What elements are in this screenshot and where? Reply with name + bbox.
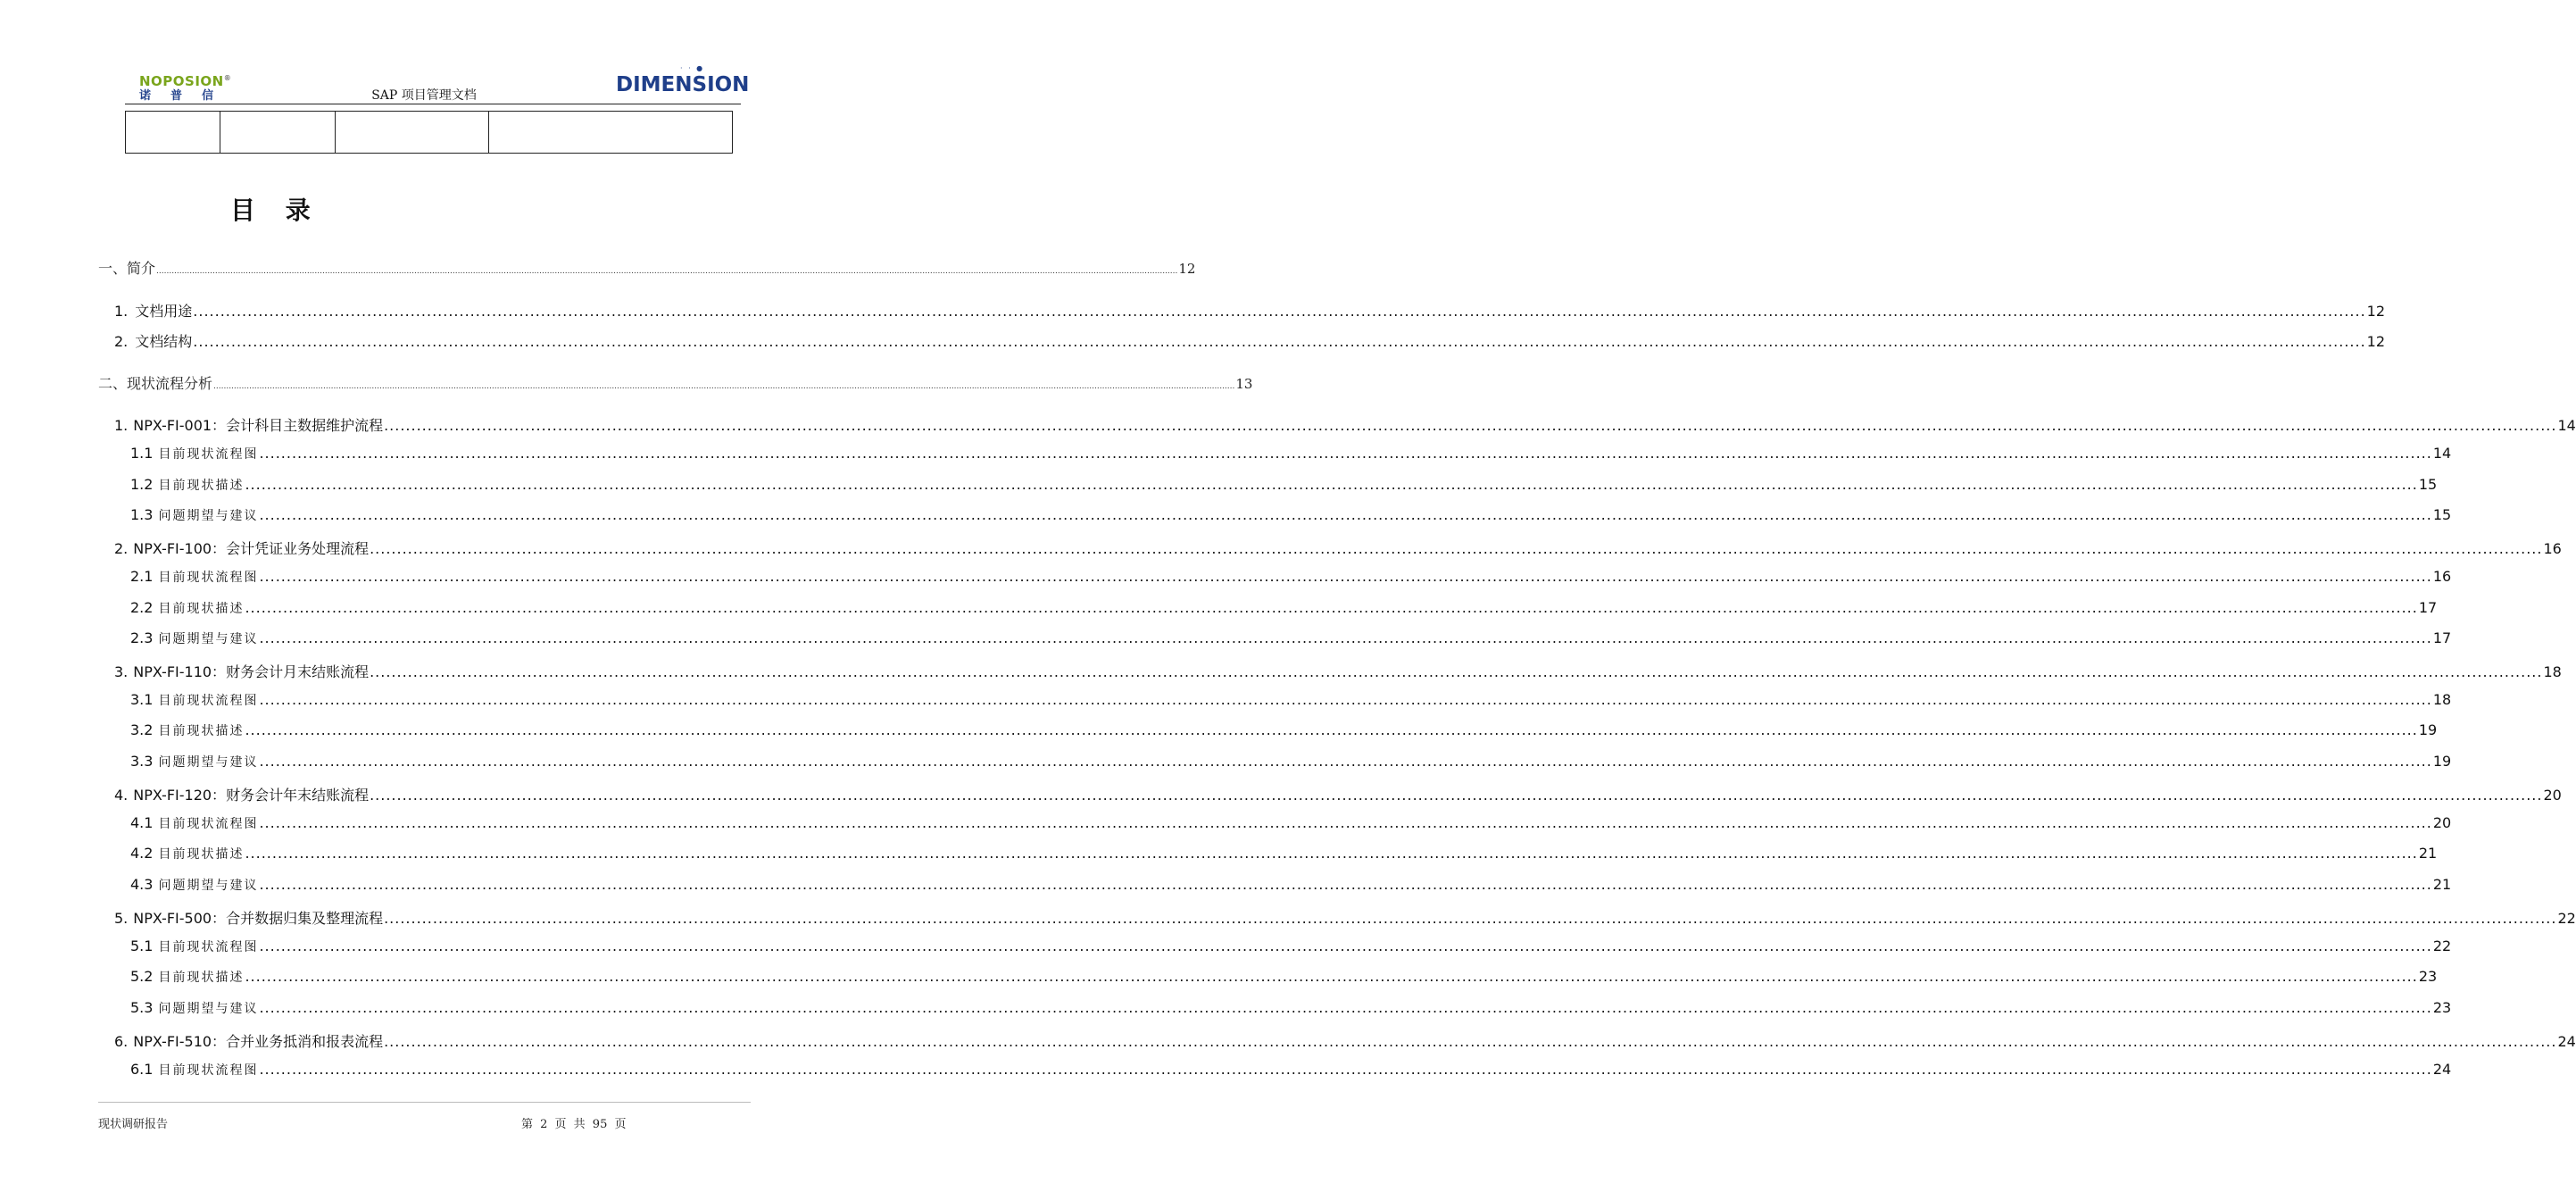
toc-entry-number: 2.1 [130, 568, 154, 585]
toc-entry-page-number: 14 [2432, 445, 2452, 462]
toc-leader-dots: ................................................................................................................................................................................................................................................................................................................................................................................................................ [259, 568, 2432, 585]
toc-entry-level-2[interactable] [114, 784, 2562, 804]
toc-entry-level-3[interactable] [130, 814, 2452, 832]
dimension-logo-wordmark: DIMENSION [616, 73, 750, 96]
toc-entry-number: 1.2 [130, 476, 154, 493]
toc-leader-dots: ................................................................................................................................................................................................................................................................................................................................................................................................................ [384, 1033, 2557, 1050]
toc-entry-page-number: 20 [2432, 814, 2452, 831]
toc-entry-level-1[interactable] [98, 372, 1253, 393]
toc-entry-level-2[interactable] [114, 907, 2576, 928]
toc-entry-title: 问题期望与建议 [158, 1002, 259, 1016]
toc-entry-page-number: 17 [2418, 599, 2438, 616]
toc-entry-level-3[interactable] [130, 691, 2452, 709]
toc-entry-level-3[interactable] [130, 629, 2452, 647]
toc-entry-page-number: 16 [2543, 540, 2562, 557]
toc-leader-dots: ................................................................................................................................................................................................................................................................................................................................................................................................................ [245, 968, 2418, 985]
toc-entry-page-number: 18 [2543, 663, 2562, 680]
toc-entry-title: 问题期望与建议 [158, 632, 259, 646]
toc-entry-process-code: NPX-FI-120： [133, 787, 227, 804]
toc-entry-title: 合并数据归集及整理流程 [226, 910, 384, 927]
toc-entry-number: 2.2 [130, 599, 154, 616]
toc-entry-title: 会计凭证业务处理流程 [226, 540, 370, 557]
toc-leader-dots: ................................................................................................................................................................................................................................................................................................................................................................................................................ [370, 540, 2543, 557]
noposion-logo-cn: 诺普信 [139, 89, 234, 103]
toc-entry-number: 3. [114, 663, 129, 680]
header-table-cell [489, 112, 733, 154]
toc-leader-dots: ................................................................................................................................................................................................................................................................................................................................................................................................................ [156, 267, 1178, 276]
toc-leader-dots: ................................................................................................................................................................................................................................................................................................................................................................................................................ [259, 999, 2432, 1016]
toc-entry-title: 现状流程分析 [127, 375, 213, 392]
toc-entry-process-code: NPX-FI-100： [133, 540, 227, 557]
toc-entry-page-number: 24 [2432, 1061, 2452, 1078]
toc-leader-dots: ................................................................................................................................................................................................................................................................................................................................................................................................................ [259, 753, 2432, 770]
toc-leader-dots: ................................................................................................................................................................................................................................................................................................................................................................................................................ [259, 629, 2432, 646]
toc-leader-dots: ................................................................................................................................................................................................................................................................................................................................................................................................................ [193, 303, 2366, 320]
toc-entry-level-2[interactable] [114, 414, 2576, 435]
toc-entry-title: 目前现状流程图 [158, 447, 259, 462]
toc-entry-level-3[interactable] [130, 1061, 2452, 1079]
toc-leader-dots: ................................................................................................................................................................................................................................................................................................................................................................................................................ [384, 417, 2557, 434]
toc-entry-page-number: 21 [2432, 876, 2452, 893]
toc-entry-process-code: NPX-FI-110： [133, 663, 227, 680]
toc-entry-title: 财务会计年末结账流程 [226, 787, 370, 804]
toc-entry-page-number: 21 [2418, 845, 2438, 862]
toc-leader-dots: ................................................................................................................................................................................................................................................................................................................................................................................................................ [245, 476, 2418, 493]
toc-entry-page-number: 22 [2432, 938, 2452, 954]
toc-entry-level-3[interactable] [130, 721, 2438, 739]
toc-entry-page-number: 23 [2418, 968, 2438, 985]
toc-entry-title: 目前现状流程图 [158, 694, 259, 708]
document-header-title: SAP 项目管理文档 [371, 88, 477, 103]
toc-entry-level-2[interactable] [114, 330, 2386, 351]
toc-entry-number: 5.2 [130, 968, 154, 985]
toc-entry-number: 2. [114, 333, 129, 350]
toc-entry-title: 文档用途 [135, 303, 193, 320]
toc-leader-dots: ................................................................................................................................................................................................................................................................................................................................................................................................................ [245, 599, 2418, 616]
footer-report-name: 现状调研报告 [98, 1118, 169, 1131]
toc-leader-dots: ................................................................................................................................................................................................................................................................................................................................................................................................................ [370, 787, 2543, 804]
toc-entry-number: 1.3 [130, 506, 154, 523]
toc-entry-level-3[interactable] [130, 876, 2452, 894]
toc-entry-title: 问题期望与建议 [158, 509, 259, 523]
toc-entry-level-2[interactable] [114, 1030, 2576, 1051]
header-table-cell [336, 112, 489, 154]
toc-entry-number: 一、 [98, 260, 128, 277]
toc-entry-level-1[interactable] [98, 257, 1196, 278]
toc-entry-level-3[interactable] [130, 938, 2452, 955]
toc-leader-dots: ................................................................................................................................................................................................................................................................................................................................................................................................................ [259, 506, 2432, 523]
toc-entry-page-number: 23 [2432, 999, 2452, 1016]
toc-entry-title: 问题期望与建议 [158, 755, 259, 770]
toc-entry-process-code: NPX-FI-001： [133, 417, 227, 434]
footer-divider [98, 1102, 751, 1103]
toc-leader-dots: ................................................................................................................................................................................................................................................................................................................................................................................................................ [259, 876, 2432, 893]
toc-leader-dots: ................................................................................................................................................................................................................................................................................................................................................................................................................ [193, 333, 2366, 350]
toc-entry-level-2[interactable] [114, 661, 2562, 681]
header-info-table [125, 111, 733, 154]
toc-leader-dots: ................................................................................................................................................................................................................................................................................................................................................................................................................ [245, 721, 2418, 738]
dimension-logo [616, 64, 750, 100]
toc-entry-title: 目前现状流程图 [158, 940, 259, 954]
toc-entry-page-number: 12 [2366, 303, 2386, 320]
toc-entry-page-number: 19 [2418, 721, 2438, 738]
toc-entry-page-number: 12 [2366, 333, 2386, 350]
toc-entry-level-2[interactable] [114, 300, 2386, 321]
toc-entry-number: 4.3 [130, 876, 154, 893]
toc-entry-page-number: 20 [2543, 787, 2562, 804]
toc-entry-number: 3.2 [130, 721, 154, 738]
toc-entry-number: 5. [114, 910, 129, 927]
toc-leader-dots: ................................................................................................................................................................................................................................................................................................................................................................................................................ [259, 1061, 2432, 1078]
toc-entry-title: 简介 [127, 260, 156, 277]
noposion-logo-wordmark: NOPOSION® [139, 73, 232, 89]
toc-entry-title: 目前现状描述 [158, 971, 245, 985]
toc-entry-level-3[interactable] [130, 568, 2452, 586]
toc-entry-number: 2. [114, 540, 129, 557]
toc-entry-number: 3.3 [130, 753, 154, 770]
toc-entry-page-number: 15 [2418, 476, 2438, 493]
toc-entry-number: 4.2 [130, 845, 154, 862]
toc-leader-dots: ................................................................................................................................................................................................................................................................................................................................................................................................................ [213, 382, 1235, 391]
toc-entry-number: 1. [114, 417, 129, 434]
toc-entry-title: 目前现状流程图 [158, 817, 259, 831]
toc-entry-number: 4. [114, 787, 129, 804]
toc-leader-dots: ................................................................................................................................................................................................................................................................................................................................................................................................................ [259, 814, 2432, 831]
toc-entry-number: 1.1 [130, 445, 154, 462]
toc-leader-dots: ................................................................................................................................................................................................................................................................................................................................................................................................................ [259, 445, 2432, 462]
toc-leader-dots: ................................................................................................................................................................................................................................................................................................................................................................................................................ [259, 938, 2432, 954]
toc-entry-title: 问题期望与建议 [158, 879, 259, 893]
toc-leader-dots: ................................................................................................................................................................................................................................................................................................................................................................................................................ [245, 845, 2418, 862]
toc-entry-number: 1. [114, 303, 129, 320]
footer-page-number: 第 2 页 共 95 页 [521, 1118, 627, 1131]
toc-entry-number: 6.1 [130, 1061, 154, 1078]
toc-entry-title: 目前现状流程图 [158, 1063, 259, 1078]
toc-entry-number: 6. [114, 1033, 129, 1050]
toc-leader-dots: ................................................................................................................................................................................................................................................................................................................................................................................................................ [370, 663, 2543, 680]
toc-entry-title: 目前现状描述 [158, 847, 245, 862]
toc-entry-page-number: 13 [1235, 376, 1253, 392]
noposion-logo [139, 71, 237, 104]
toc-entry-title: 目前现状描述 [158, 602, 245, 616]
toc-entry-level-3[interactable] [130, 506, 2452, 524]
toc-entry-title: 目前现状描述 [158, 479, 245, 493]
toc-entry-page-number: 15 [2432, 506, 2452, 523]
toc-entry-level-3[interactable] [130, 845, 2438, 862]
toc-entry-title: 目前现状流程图 [158, 571, 259, 585]
toc-entry-level-2[interactable] [114, 538, 2562, 558]
toc-entry-number: 4.1 [130, 814, 154, 831]
toc-leader-dots: ................................................................................................................................................................................................................................................................................................................................................................................................................ [384, 910, 2557, 927]
toc-entry-page-number: 19 [2432, 753, 2452, 770]
toc-heading: 目 录 [230, 196, 321, 225]
toc-entry-page-number: 12 [1178, 261, 1196, 277]
toc-entry-number: 5.1 [130, 938, 154, 954]
toc-entry-level-3[interactable] [130, 599, 2438, 617]
toc-entry-level-3[interactable] [130, 753, 2452, 771]
toc-entry-number: 5.3 [130, 999, 154, 1016]
toc-entry-page-number: 24 [2557, 1033, 2576, 1050]
toc-leader-dots: ................................................................................................................................................................................................................................................................................................................................................................................................................ [259, 691, 2432, 708]
header-table-cell [220, 112, 336, 154]
toc-entry-title: 会计科目主数据维护流程 [226, 417, 384, 434]
toc-entry-title: 文档结构 [135, 333, 193, 350]
toc-entry-page-number: 16 [2432, 568, 2452, 585]
toc-entry-title: 财务会计月末结账流程 [226, 663, 370, 680]
toc-entry-level-3[interactable] [130, 476, 2438, 494]
toc-entry-page-number: 17 [2432, 629, 2452, 646]
header-table-cell [126, 112, 220, 154]
toc-entry-process-code: NPX-FI-510： [133, 1033, 227, 1050]
dimension-logo-dots: · · ● [680, 64, 705, 72]
toc-entry-level-3[interactable] [130, 445, 2452, 462]
toc-entry-title: 目前现状描述 [158, 724, 245, 738]
toc-entry-number: 3.1 [130, 691, 154, 708]
toc-entry-page-number: 14 [2557, 417, 2576, 434]
toc-entry-number: 2.3 [130, 629, 154, 646]
toc-entry-title: 合并业务抵消和报表流程 [226, 1033, 384, 1050]
toc-entry-level-3[interactable] [130, 999, 2452, 1017]
toc-entry-number: 二、 [98, 375, 128, 392]
toc-entry-level-3[interactable] [130, 968, 2438, 986]
toc-entry-page-number: 18 [2432, 691, 2452, 708]
toc-entry-page-number: 22 [2557, 910, 2576, 927]
toc-entry-process-code: NPX-FI-500： [133, 910, 227, 927]
